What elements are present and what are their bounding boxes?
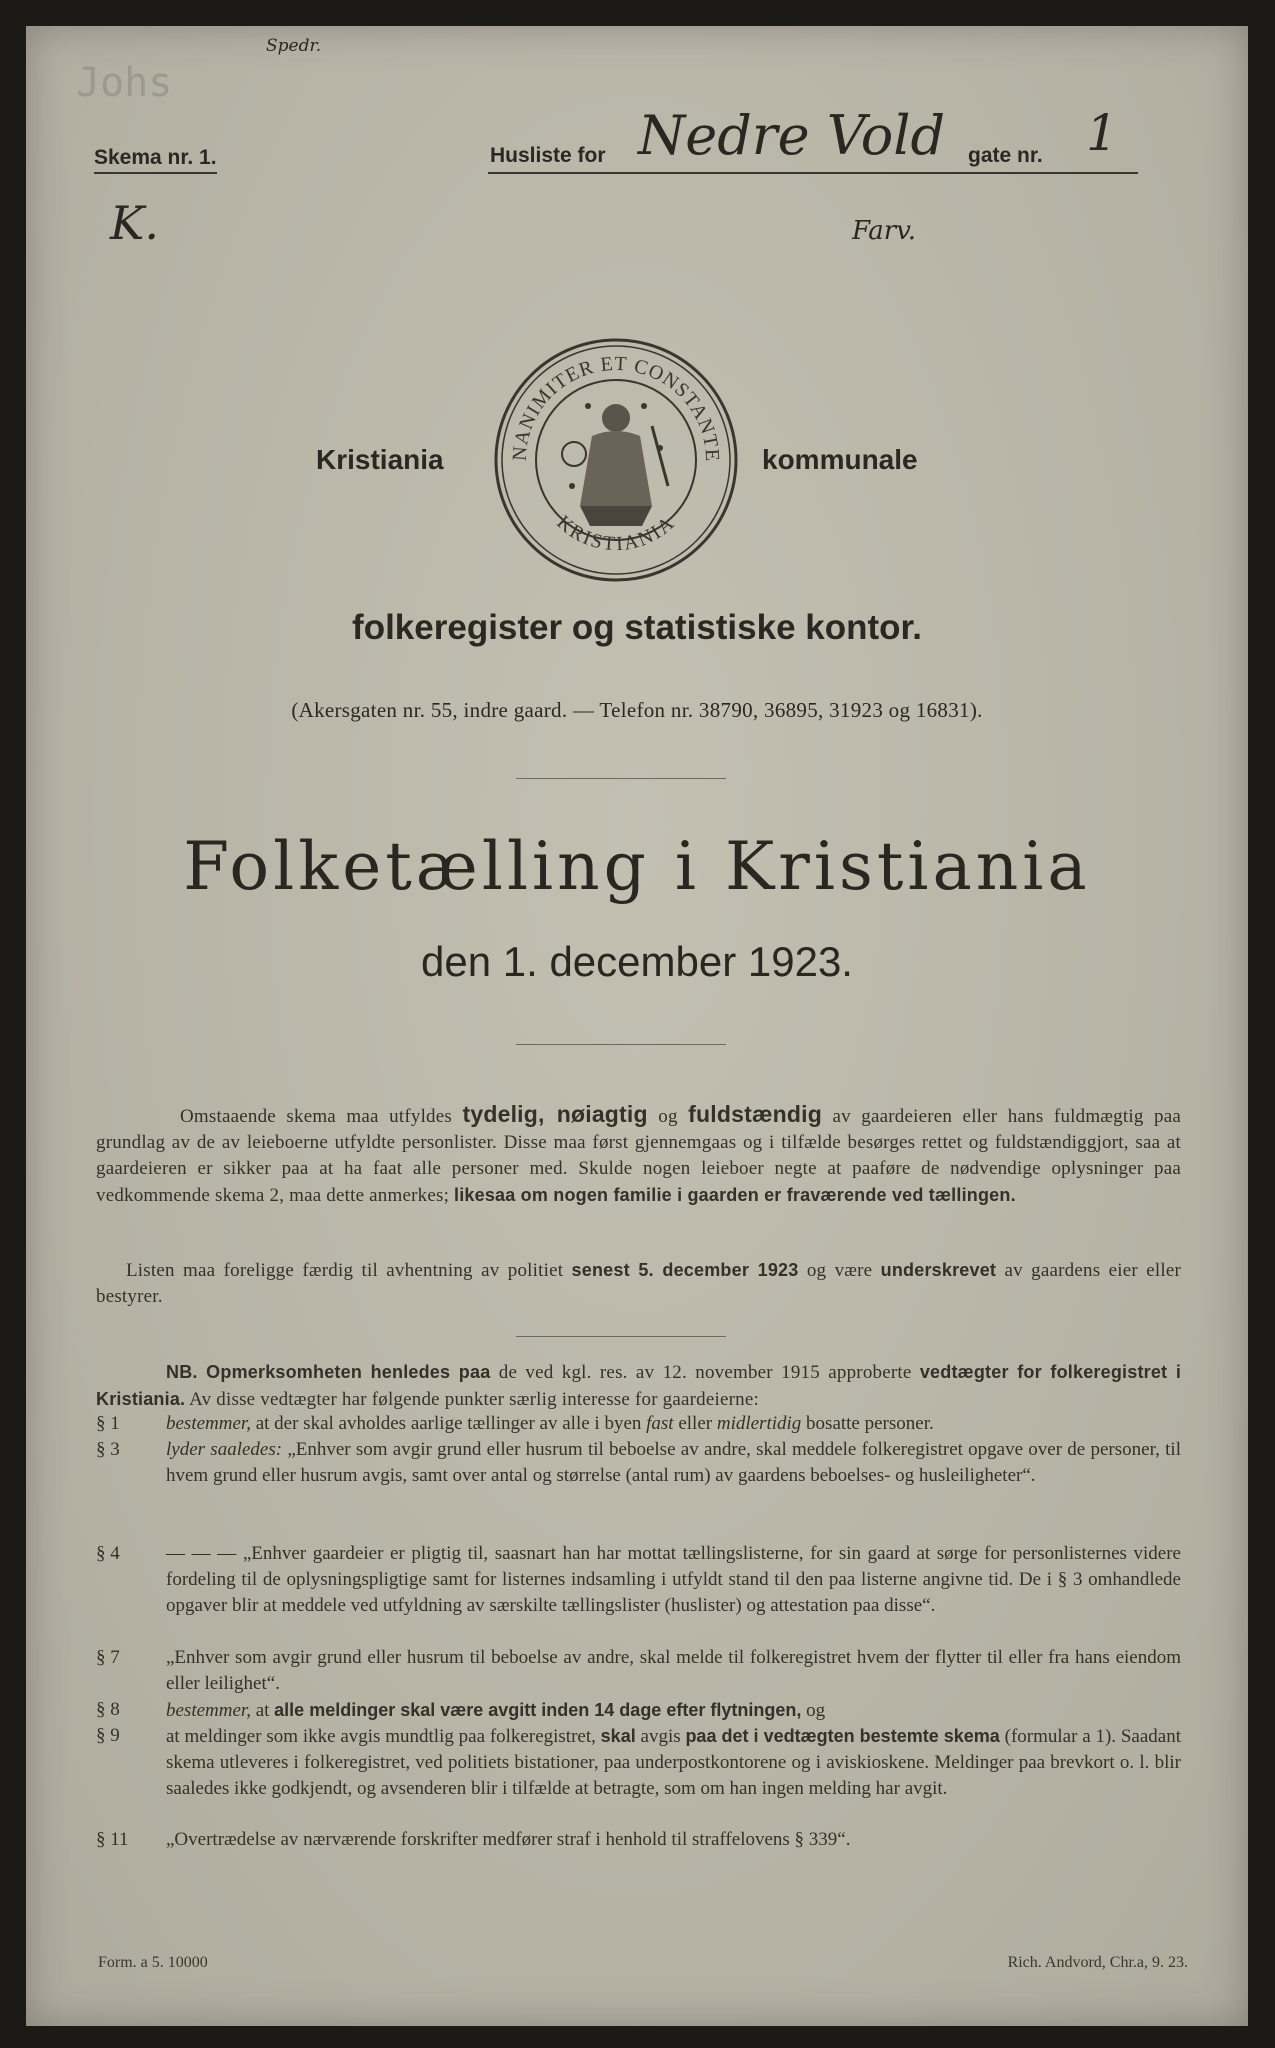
emphasis-text: senest 5. december 1923 xyxy=(571,1260,799,1280)
instructions-paragraph-1 xyxy=(96,1101,1181,1209)
text-run: av gaardeieren eller hans fuldmægtig paa grundlag av de av leieboerne utfyldte personlister. Disse maa først gjennemgaas og i tilfælde besørges rettet og fuldstændiggjort, saa at gaardeieren er sikker paa at ha faat alle personer med. Skulde nogen leieboer negte at paaføre de nødvendige oplysninger paa vedkommende skema 2, maa dette anmerkes; xyxy=(96,1106,1181,1206)
divider xyxy=(516,778,726,779)
text-run: — — — „Enhver gaardeier er pligtig til, saasnart han har mottat tællingslisterne, for sin gaard at sørge for personlisternes videre fordeling til de oplysningspligtige samt for listernes indsamling i utfyldt stand til den paa listerne angivne tid. De i § 3 omhandlede opgaver blir at meddele ved utfyldning av særskilte tællingslister (huslister) og attestation paa disse“. xyxy=(166,1543,1181,1616)
right-handwritten-mark: Farv. xyxy=(852,216,917,246)
office-right-word: kommunale xyxy=(762,444,918,475)
emphasis-text: alle meldinger skal være avgitt inden 14 dage efter flytningen, xyxy=(274,1700,802,1720)
margin-note: Spedr. xyxy=(266,36,322,56)
text-run: „Enhver som avgir grund eller husrum til beboelse av andre, skal meddele folkeregistret opgave over de personer, til hvem grund eller husrum avgis, samt over antal og størrelse (antal rum) av gaardens beboelses- og husleiligheter“. xyxy=(166,1439,1181,1486)
seal-ring-top-text: NANIMITER ET CONSTANTE xyxy=(508,352,724,463)
gate-label: gate nr. xyxy=(968,144,1043,167)
census-title: Folketælling i Kristiania xyxy=(183,828,1091,905)
office-subtitle: folkeregister og statistiske kontor. xyxy=(352,608,922,647)
text-run: og xyxy=(801,1700,826,1721)
census-date: den 1. december 1923. xyxy=(421,938,853,985)
section-number: § 8 xyxy=(96,1699,120,1720)
city-seal-icon xyxy=(492,336,740,584)
skema-label: Skema nr. 1. xyxy=(94,146,217,174)
office-address: (Akersgaten nr. 55, indre gaard. — Telefon nr. 38790, 36895, 31923 og 16831). xyxy=(291,698,983,722)
italic-text: fast xyxy=(646,1413,674,1434)
emphasis-text: vedtægter for folkeregistret i Kristiania. xyxy=(96,1362,1182,1409)
text-run: avgis xyxy=(635,1726,686,1747)
text-run: Omstaaende skema maa utfyldes xyxy=(180,1106,463,1127)
text-run: de ved kgl. res. av 12. november 1915 approberte xyxy=(490,1362,920,1383)
divider xyxy=(516,1044,726,1045)
section-1 xyxy=(96,1411,1181,1437)
section-9 xyxy=(96,1723,1181,1827)
text-run: „Overtrædelse av nærværende forskrifter medfører straf i henhold til straffelovens § 339“. xyxy=(166,1829,851,1850)
section-7 xyxy=(96,1645,1181,1697)
faint-stamp: Johs xyxy=(76,60,173,106)
street-name-handwritten: Nedre Vold xyxy=(638,104,946,167)
italic-text: bestemmer, xyxy=(166,1700,251,1721)
text-run: Av disse vedtægter har følgende punkter særlig interesse for gaardeierne: xyxy=(185,1389,759,1410)
office-left-word: Kristiania xyxy=(316,444,444,475)
italic-text: midlertidig xyxy=(716,1413,802,1434)
emphasis-text: underskrevet xyxy=(880,1260,997,1280)
text-run: og xyxy=(647,1106,689,1127)
section-number: § 7 xyxy=(96,1647,120,1668)
emphasis-text: fuldstændig xyxy=(688,1101,822,1127)
text-run: (formular a 1). Saadant skema utleveres i folkeregistret, ved politiets bistationer, paa underpostkontorene og i aviskioskene. Meldinger paa brevkort o. l. blir saaledes ikke godkjendt, og avsenderen blir i tilfælde at betragte, som om han ingen melding har avgit. xyxy=(166,1726,1181,1799)
italic-text: lyder saaledes: xyxy=(166,1439,283,1460)
text-run: at xyxy=(250,1700,275,1721)
form-number: Form. a 5. 10000 xyxy=(98,1954,208,1971)
section-number: § 1 xyxy=(96,1413,120,1434)
husliste-line xyxy=(488,104,1138,174)
section-number: § 9 xyxy=(96,1725,120,1746)
text-run: „Enhver som avgir grund eller husrum til beboelse av andre, skal melde til folkeregistret hvem der flytter til eller fra hans eiendom eller leilighet“. xyxy=(166,1647,1181,1694)
emphasis-text: tydelig, nøiagtig xyxy=(462,1101,648,1127)
text-run: at der skal avholdes aarlige tællinger av alle i byen xyxy=(250,1413,647,1434)
city-seal xyxy=(492,336,740,584)
section-number: § 4 xyxy=(96,1543,120,1564)
italic-text: bestemmer, xyxy=(166,1413,251,1434)
section-11 xyxy=(96,1827,1181,1853)
section-4 xyxy=(96,1541,1181,1645)
text-run: Listen maa foreligge færdig til avhentning av politiet xyxy=(126,1260,572,1281)
text-run: at meldinger som ikke avgis mundtlig paa folkeregistret, xyxy=(166,1726,601,1747)
text-run: av gaardens eier eller bestyrer. xyxy=(96,1260,1182,1307)
divider xyxy=(516,1336,726,1337)
nb-paragraph xyxy=(96,1359,1181,1413)
gate-number-handwritten: 1 xyxy=(1086,104,1118,162)
section-number: § 3 xyxy=(96,1439,120,1460)
section-8 xyxy=(96,1697,1181,1723)
husliste-label: Husliste for xyxy=(490,144,606,167)
section-number: § 11 xyxy=(96,1829,129,1850)
seal-ring-bottom-text: KRISTIANIA xyxy=(552,511,680,556)
text-run: eller xyxy=(673,1413,717,1434)
left-handwritten-mark: K. xyxy=(110,196,159,250)
text-run: bosatte personer. xyxy=(801,1413,934,1434)
printer-credit: Rich. Andvord, Chr.a, 9. 23. xyxy=(1007,1954,1188,1971)
text-run: og være xyxy=(798,1260,881,1281)
section-3 xyxy=(96,1437,1181,1515)
emphasis-text: paa det i vedtægten bestemte skema xyxy=(685,1726,1000,1746)
instructions-paragraph-2 xyxy=(96,1257,1181,1310)
emphasis-text: likesaa om nogen familie i gaarden er fraværende ved tællingen. xyxy=(454,1185,1016,1205)
census-form-sheet xyxy=(26,26,1248,2026)
emphasis-text: skal xyxy=(600,1726,636,1746)
emphasis-text: NB. Opmerksomheten henledes paa xyxy=(166,1362,491,1382)
